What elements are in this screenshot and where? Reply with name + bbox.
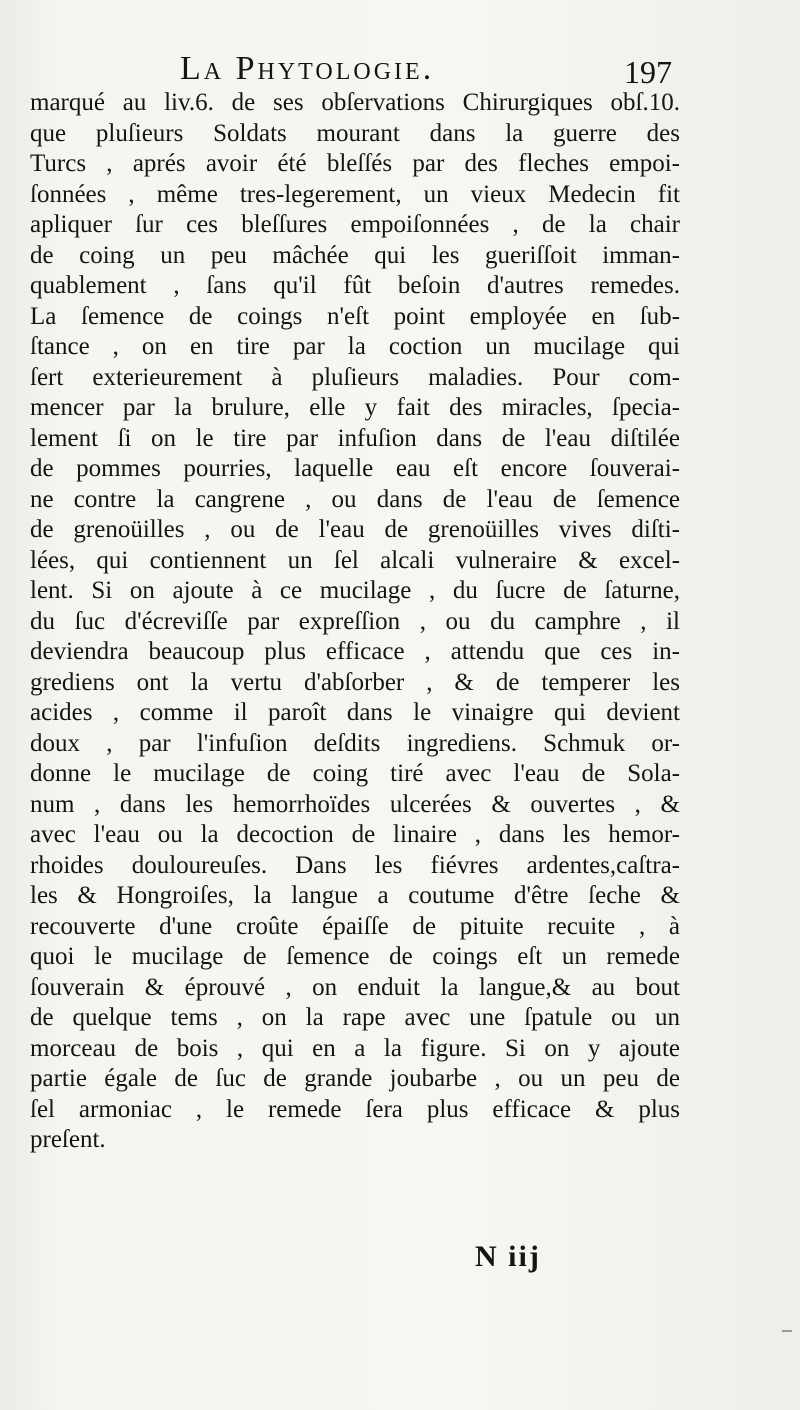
signature-mark: N iij bbox=[475, 1240, 541, 1273]
text-line: avec l'eau ou la decoction de linaire , dans les hemor- bbox=[30, 821, 680, 848]
text-line: preſent. bbox=[30, 1126, 106, 1153]
text-line: ſtance , on en tire par la coction un mucilage qui bbox=[30, 333, 680, 360]
text-line: num , dans les hemorrhoïdes ulcerées & ouvertes , & bbox=[30, 790, 680, 818]
text-line: ne contre la cangrene , ou dans de l'eau de ſemence bbox=[30, 485, 680, 513]
page-edge-mark bbox=[782, 1330, 792, 1332]
text-line: apliquer ſur ces bleſſures empoiſonnées , de la chair bbox=[30, 211, 680, 238]
text-line: La ſemence de coings n'eſt point employée en ſub- bbox=[30, 302, 680, 330]
running-title: La Phytologie. bbox=[180, 50, 435, 87]
text-line: rhoides douloureuſes. Dans les fiévres ardentes,caſtra- bbox=[30, 851, 680, 879]
text-line: ſert exterieurement à pluſieurs maladies. Pour com- bbox=[30, 363, 680, 391]
text-line: de coing un peu mâchée qui les gueriſſoit imman- bbox=[30, 241, 680, 269]
text-line: marqué au liv.6. de ses obſervations Chirurgiques obſ.10. bbox=[30, 89, 680, 116]
text-line: recouverte d'une croûte épaiſſe de pituite recuite , à bbox=[30, 912, 680, 940]
text-line: quoi le mucilage de ſemence de coings eſt un remede bbox=[30, 943, 680, 970]
text-line: morceau de bois , qui en a la figure. Si on y ajoute bbox=[30, 1034, 680, 1062]
text-line: partie égale de ſuc de grande joubarbe , ou un peu de bbox=[30, 1065, 680, 1092]
text-line: ſel armoniac , le remede ſera plus efficace & plus bbox=[30, 1095, 680, 1123]
text-line: acides , comme il paroît dans le vinaigre qui devient bbox=[30, 699, 680, 726]
text-line: doux , par l'infuſion deſdits ingrediens. Schmuk or- bbox=[30, 729, 680, 757]
text-line: de pommes pourries, laquelle eau eſt encore ſouverai- bbox=[30, 455, 680, 482]
text-line: les & Hongroiſes, la langue a coutume d'être ſeche & bbox=[30, 882, 680, 909]
page-number: 197 bbox=[624, 54, 672, 90]
text-line: de grenoüilles , ou de l'eau de grenoüilles vives diſti- bbox=[30, 516, 680, 543]
text-line: du ſuc d'écreviſſe par expreſſion , ou du camphre , il bbox=[30, 607, 680, 635]
text-line: lent. Si on ajoute à ce mucilage , du ſucre de ſaturne, bbox=[30, 577, 680, 604]
text-line: deviendra beaucoup plus efficace , attendu que ces in- bbox=[30, 638, 680, 665]
text-line: que pluſieurs Soldats mourant dans la guerre des bbox=[30, 119, 680, 147]
text-line: Turcs , aprés avoir été bleſſés par des fleches empoi- bbox=[30, 150, 680, 177]
text-line: de quelque tems , on la rape avec une ſpatule ou un bbox=[30, 1004, 680, 1031]
body-text bbox=[30, 88, 680, 1156]
text-line: ſouverain & éprouvé , on enduit la langue,& au bout bbox=[30, 973, 680, 1001]
text-line: mencer par la brulure, elle y fait des miracles, ſpecia- bbox=[30, 394, 680, 421]
text-line: ſonnées , même tres-legerement, un vieux Medecin fit bbox=[30, 180, 680, 208]
text-line: donne le mucilage de coing tiré avec l'eau de Sola- bbox=[30, 760, 680, 787]
text-line: quablement , ſans qu'il fût beſoin d'autres remedes. bbox=[30, 272, 680, 299]
text-line: grediens ont la vertu d'abſorber , & de temperer les bbox=[30, 668, 680, 696]
text-line: lement ſi on le tire par infuſion dans de l'eau diſtilée bbox=[30, 424, 680, 452]
text-line: lées, qui contiennent un ſel alcali vulneraire & excel- bbox=[30, 546, 680, 574]
